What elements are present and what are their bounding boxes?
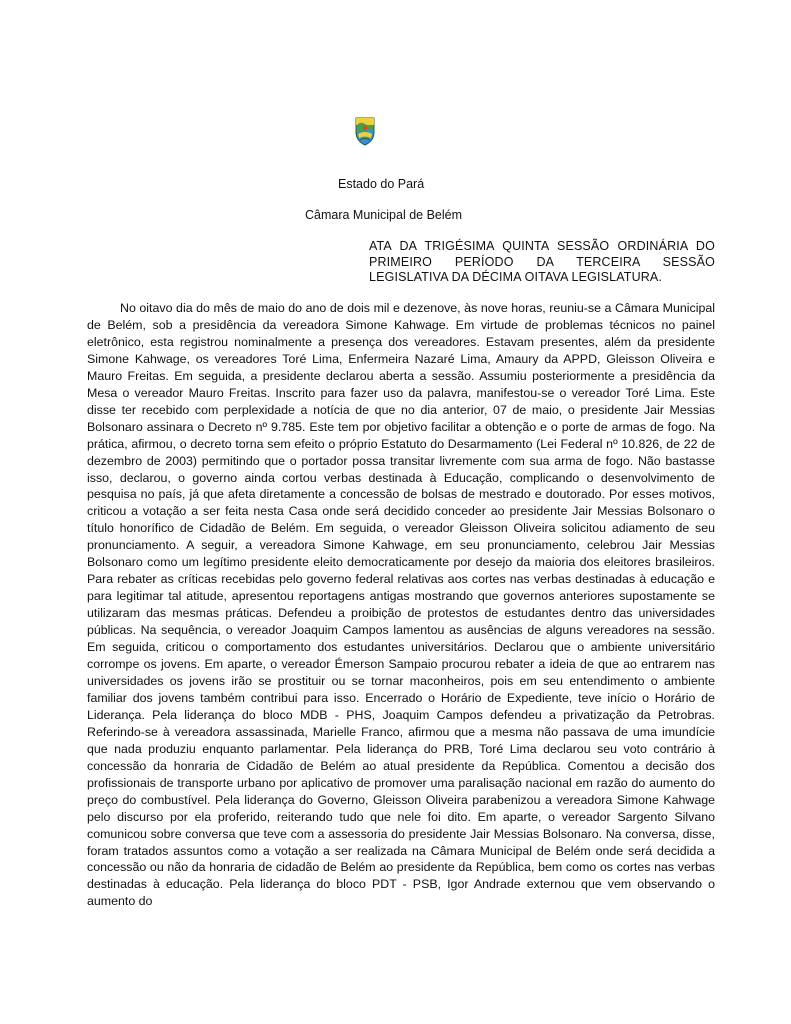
minutes-body-paragraph: No oitavo dia do mês de maio do ano de dois mil e dezenove, às nove horas, reuniu-se a Câmara Municipal de Belém, sob a presidência da vereadora Simone Kahwage. Em virtude de problemas técnicos no painel eletrônico, esta registrou nominalmente a presença dos vereadores. Estavam presentes, além da presidente Simone Kahwage, os vereadores Toré Lima, Enfermeira Nazaré Lima, Amaury da APPD, Gleisson Oliveira e Mauro Freitas. Em seguida, a presidente declarou aberta a sessão. Assumiu posteriormente a presidência da Mesa o vereador Mauro Freitas. Inscrito para fazer uso da palavra, manifestou-se o vereador Toré Lima. Este disse ter recebido com perplexidade a notícia de que no dia anterior, 07 de maio, o presidente Jair Messias Bolsonaro assinara o Decreto nº 9.785. Este tem por objetivo facilitar a obtenção e o porte de armas de fogo. Na prática, afirmou, o decreto torna sem efeito o próprio Estatuto do Desarmamento (Lei Federal nº 10.826, de 22 de dezembro de 2003) permitindo que o portador possa transitar livremente com sua arma de fogo. Não bastasse isso, declarou, o governo ainda cortou verbas destinada à Educação, complicando o desenvolvimento de pesquisa no país, já que afeta diretamente a concessão de bolsas de mestrado e doutorado. Por esses motivos, criticou a votação a ser feita nesta Casa onde será decidido conceder ao presidente Jair Messias Bolsonaro o título honorífico de Cidadão de Belém. Em seguida, o vereador Gleisson Oliveira solicitou adiamento de seu pronunciamento. A seguir, a vereadora Simone Kahwage, em seu pronunciamento, celebrou Jair Messias Bolsonaro como um legítimo presidente eleito democraticamente por desejo da maioria dos eleitores brasileiros. Para rebater as críticas recebidas pelo governo federal relativas aos cortes nas verbas destinadas à educação e para legitimar tal atitude, apresentou reportagens antigas mostrando que governos anteriores supostamente se utilizaram das mesmas práticas. Defendeu a proibição de protestos de estudantes dentro das universidades públicas. Na sequência, o vereador Joaquim Campos lamentou as ausências de alguns vereadores na sessão. Em seguida, criticou o comportamento dos estudantes universitários. Declarou que o ambiente universitário corrompe os jovens. Em aparte, o vereador Émerson Sampaio procurou rebater a ideia de que ao entrarem nas universidades os jovens irão se prostituir ou se tornar maconheiros, pois em seu entendimento o ambiente familiar dos jovens também contribui para isso. Encerrado o Horário de Expediente, teve início o Horário de Liderança. Pela liderança do bloco MDB - PHS, Joaquim Campos defendeu a privatização da Petrobras. Referindo-se à vereadora assassinada, Marielle Franco, afirmou que a mesma não passava de uma imundície que nada produziu enquanto parlamentar. Pela liderança do PRB, Toré Lima declarou seu voto contrário à concessão da honraria de Cidadão de Belém ao atual presidente da República. Comentou a decisão dos profissionais de transporte urbano por aplicativo de promover uma paralisação nacional em razão do aumento do preço do combustível. Pela liderança do Governo, Gleisson Oliveira parabenizou a vereadora Simone Kahwage pelo discurso por ela proferido, reiterando tudo que nele foi dito. Em aparte, o vereador Sargento Silvano comunicou sobre conversa que teve com a assessoria do presidente Jair Messias Bolsonaro. Na conversa, disse, foram tratados assuntos como a votação a ser realizada na Câmara Municipal de Belém onde será decidida a concessão ou não da honraria de cidadão de Belém ao presidente da República, bem como os cortes nas verbas destinadas à educação. Pela liderança do bloco PDT - PSB, Igor Andrade externou que vem observando o aumento do [87, 301, 715, 909]
state-name: Estado do Pará [338, 177, 425, 191]
chamber-name: Câmara Municipal de Belém [305, 208, 463, 222]
coat-of-arms-icon [355, 116, 375, 146]
minutes-title: ATA DA TRIGÉSIMA QUINTA SESSÃO ORDINÁRIA DO PRIMEIRO PERÍODO DA TERCEIRA SESSÃO LEGISLATIVA DA DÉCIMA OITAVA LEGISLATURA. [369, 239, 715, 284]
